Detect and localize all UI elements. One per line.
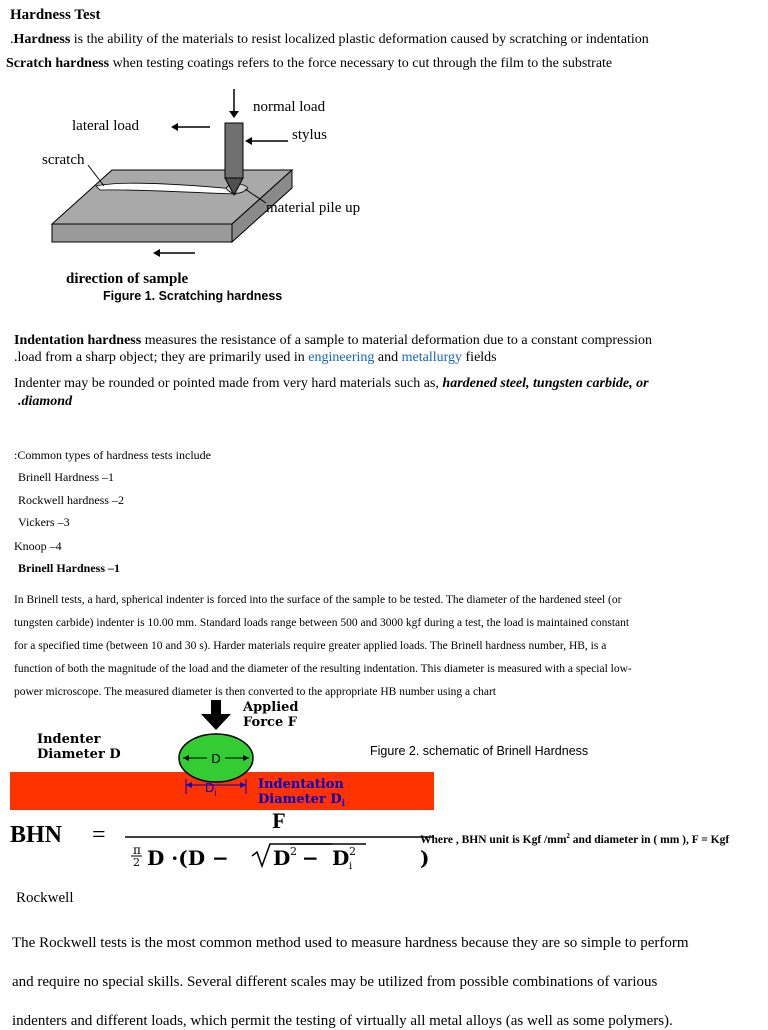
metallurgy-link[interactable]: metallurgy: [401, 350, 463, 365]
svg-text:D: D: [273, 846, 291, 870]
indenter-label-2: Diameter D: [37, 747, 121, 762]
indentation-label-1: Indentation: [258, 777, 344, 792]
rockwell-heading: Rockwell: [16, 890, 74, 906]
direction-arrow: [153, 249, 160, 257]
indenter-label-1: Indenter: [37, 732, 101, 747]
rockwell-line-3: indenters and different loads, which permit the testing of virtually all metal alloys (as well as some polymers).: [12, 1013, 673, 1029]
hardness-definition: .Hardness is the ability of the materials to resist localized plastic deformation caused by scratching or indentation: [10, 32, 649, 47]
svg-text:−: −: [302, 846, 319, 870]
svg-text:2: 2: [133, 856, 140, 869]
rockwell-line-1: The Rockwell tests is the most common method used to measure hardness because they are so simple to perform: [12, 935, 689, 951]
svg-text:2: 2: [290, 845, 297, 858]
formula-eq: =: [92, 822, 106, 848]
svg-text:): ): [420, 846, 430, 870]
normal-load-label: normal load: [253, 99, 326, 115]
svg-text:D: D: [332, 846, 350, 870]
brinell-heading: Brinell Hardness –1: [18, 561, 121, 575]
types-intro: :Common types of hardness tests include: [14, 448, 211, 462]
indentation-line1: Indentation hardness measures the resistance of a sample to material deformation due to a constant compression: [14, 333, 653, 348]
page-title: Hardness Test: [10, 7, 101, 23]
list-item: Vickers –3: [18, 515, 70, 529]
force-arrow: [201, 714, 231, 730]
formula-numerator: F: [272, 808, 286, 833]
pile-up-label: material pile up: [266, 200, 361, 216]
engineering-link[interactable]: engineering: [308, 350, 375, 365]
figure1-caption: Figure 1. Scratching hardness: [103, 289, 283, 303]
list-item: Knoop –4: [14, 539, 62, 553]
svg-text:i: i: [349, 861, 353, 872]
stylus: [225, 123, 243, 178]
rockwell-line-2: and require no special skills. Several different scales may be utilized from possible combinations of various: [12, 974, 658, 990]
svg-text:D ·(D −: D ·(D −: [147, 846, 229, 870]
applied-label-1: Applied: [243, 700, 299, 715]
lateral-load-arrow: [171, 123, 178, 131]
figure2-caption: Figure 2. schematic of Brinell Hardness: [370, 744, 589, 758]
indenter-line1: Indenter may be rounded or pointed made from very hard materials such as, hardened steel, tungsten carbide, or: [14, 376, 649, 391]
scratch-hardness-definition: Scratch hardness when testing coatings refers to the force necessary to cut through the film to the substrate: [6, 56, 613, 71]
indenter-line2: .diamond: [18, 394, 73, 409]
list-item: Rockwell hardness –2: [18, 493, 124, 507]
scratching-hardness-figure: [30, 85, 390, 290]
normal-load-arrow: [229, 111, 239, 118]
formula-where: Where , BHN unit is Kgf $/mm^2$ and diameter in ( mm ), F = Kgf: [420, 832, 730, 846]
ball-diameter-label: D: [211, 751, 221, 766]
direction-label: direction of sample: [66, 271, 189, 287]
svg-text:2: 2: [349, 845, 356, 858]
plate-front: [52, 224, 232, 242]
stylus-label: stylus: [292, 127, 328, 143]
formula-lhs: BHN: [10, 822, 63, 848]
applied-label-2: Force F: [243, 715, 297, 730]
indentation-line2: .load from a sharp object; they are primarily used in engineering and metallurgy fields: [14, 350, 497, 365]
indentation-label-2: Diameter $D_i$: [258, 792, 346, 809]
lateral-load-label: lateral load: [72, 118, 140, 134]
svg-text:π: π: [133, 843, 141, 857]
scratch-label: scratch: [42, 152, 85, 168]
di-label: $D_i$: [205, 780, 217, 798]
list-item: Brinell Hardness –1: [18, 470, 114, 484]
